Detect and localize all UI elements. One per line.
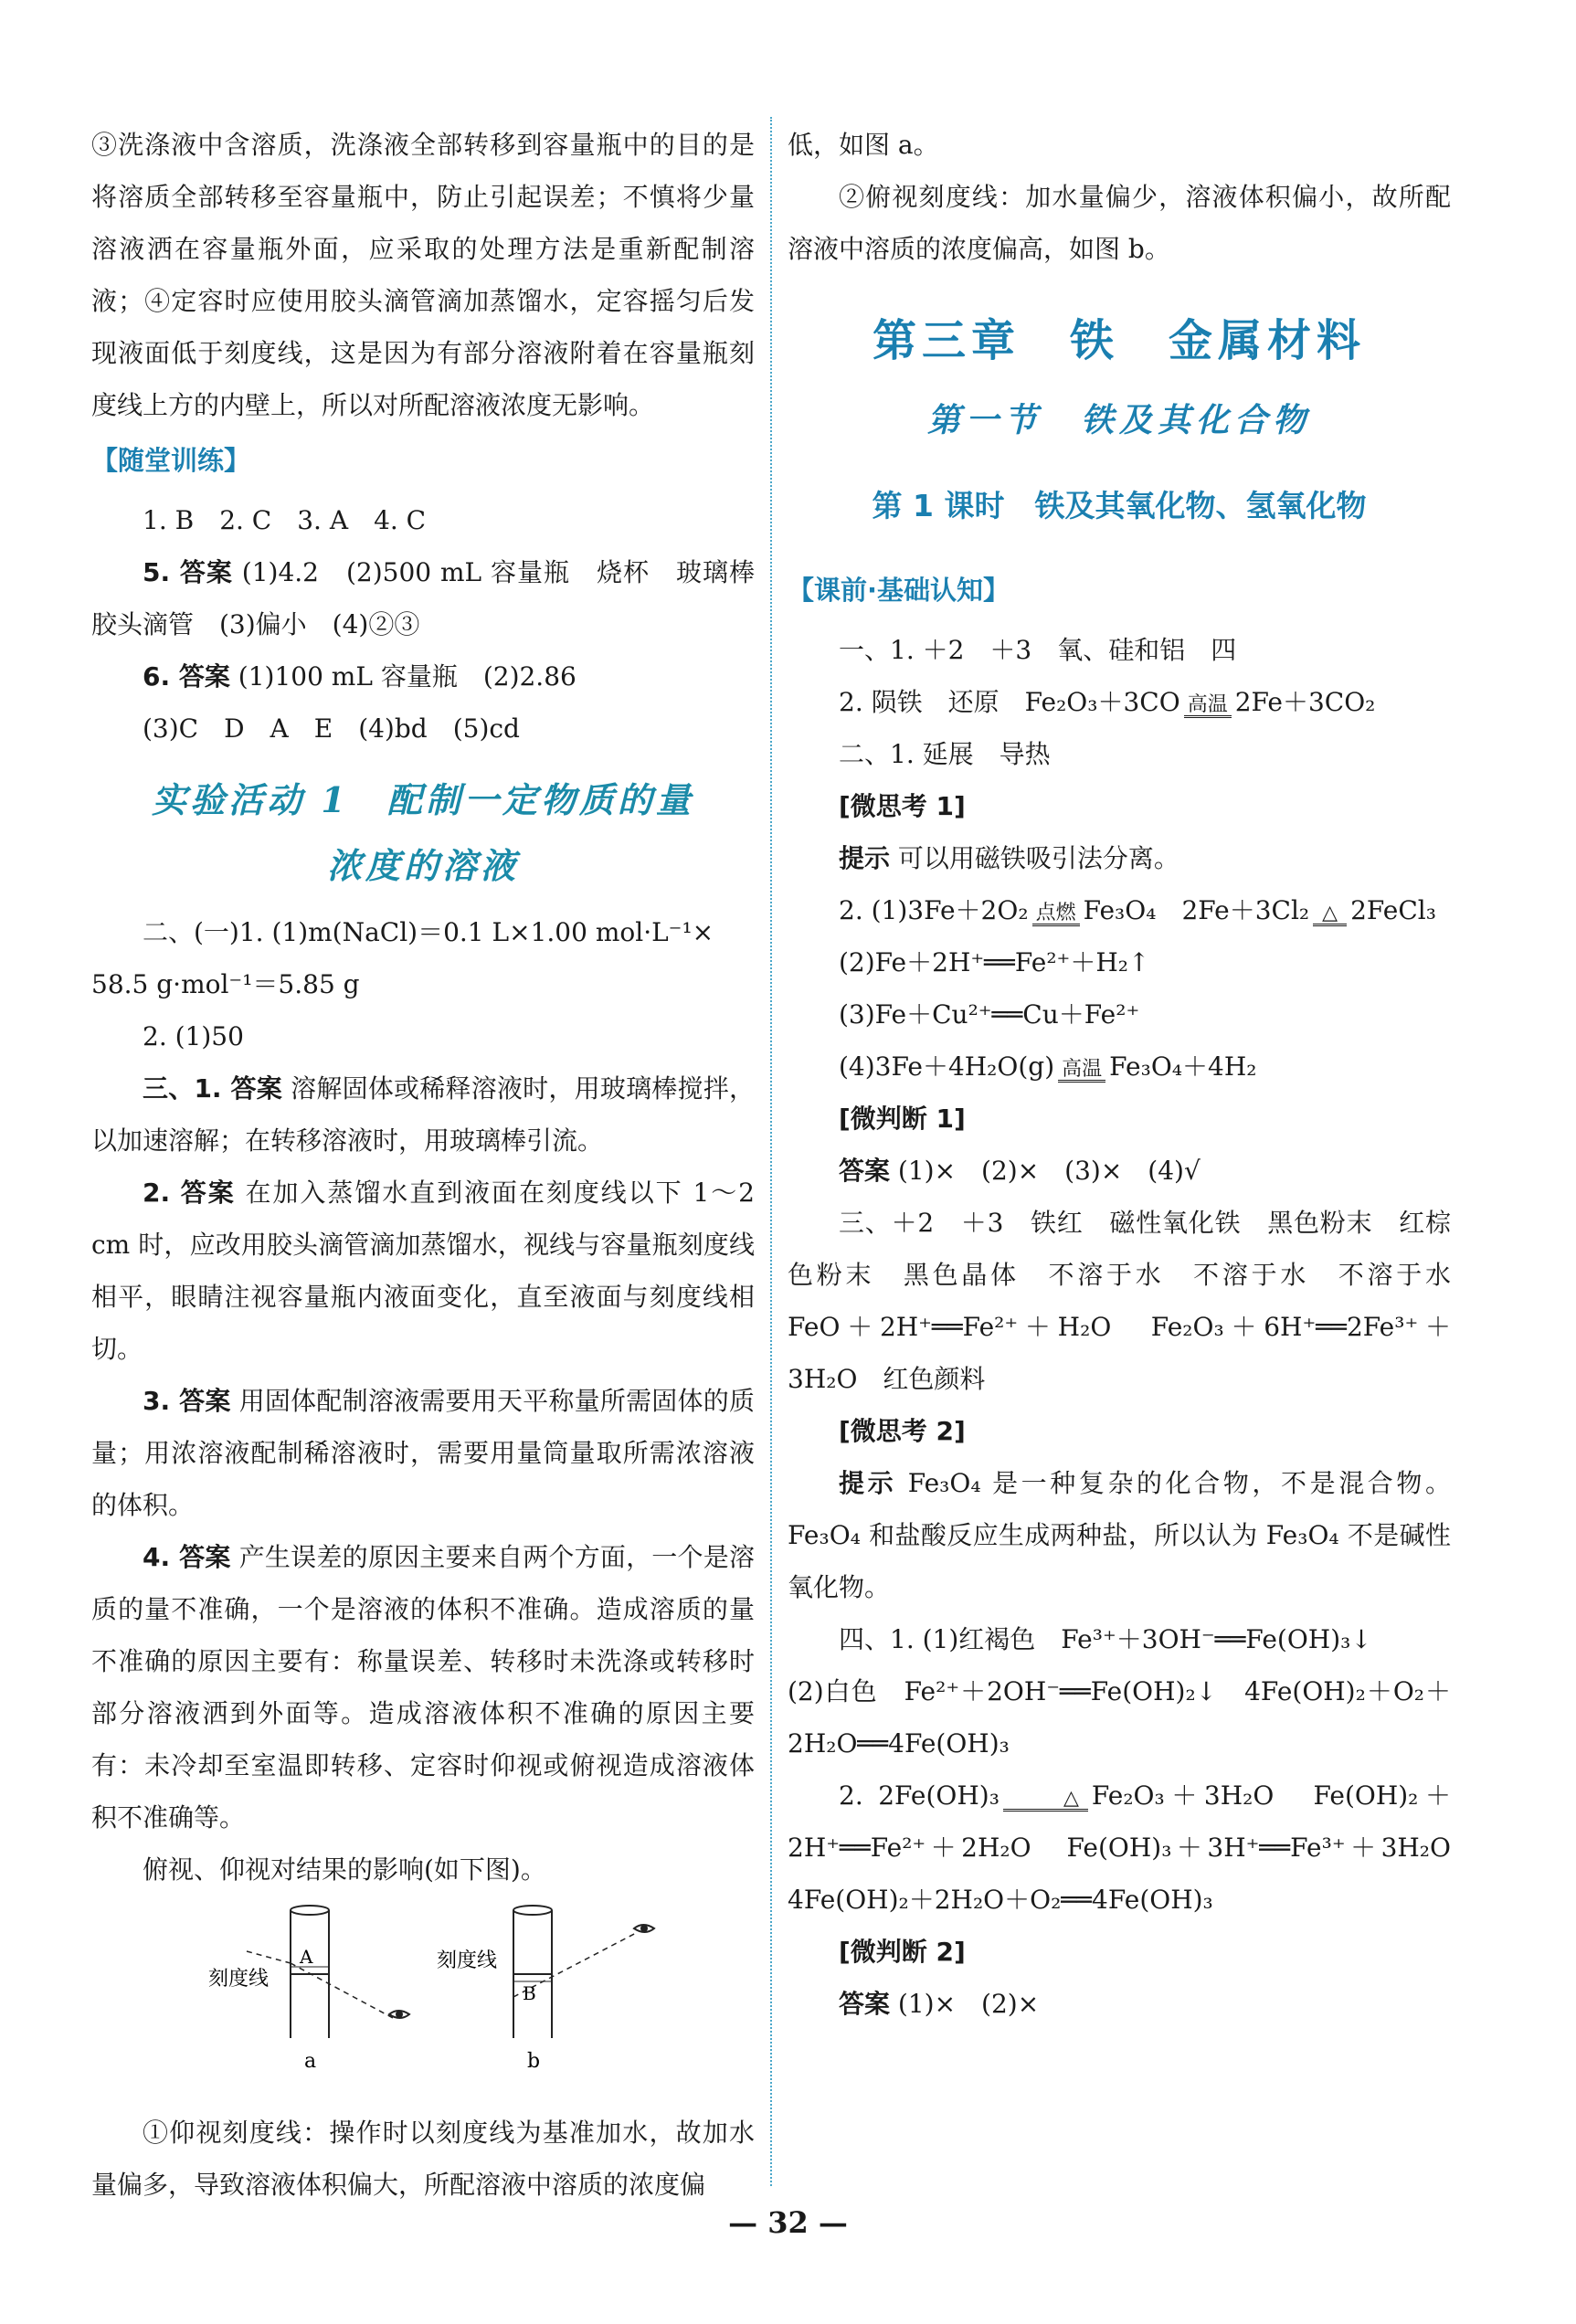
heat-icon: △ <box>1313 903 1347 926</box>
condition-mark <box>1029 903 1084 926</box>
answer-label: 4. 答案 <box>143 1542 231 1572</box>
condition-mark <box>1054 1060 1109 1083</box>
condition-mark <box>1309 903 1350 926</box>
equation-line <box>788 676 1451 728</box>
answer-line: 一、1. ＋2 ＋3 氧、硅和铝 四 <box>839 635 1237 665</box>
judge-label: [微判断 1] <box>839 1104 966 1134</box>
fig-b-tube-top <box>513 1906 552 1915</box>
volumetric-flask-figure <box>91 1901 755 2075</box>
paragraph: 低，如图 a。 <box>788 130 939 160</box>
eye-pupil-icon <box>640 1925 648 1932</box>
hint-line <box>788 1457 1451 1613</box>
page-number: — 32 — <box>728 2205 848 2240</box>
answer-text: (1)100 mL 容量瓶 (2)2.86 <box>238 661 576 692</box>
paragraph: ③洗涤液中含溶质，洗涤液全部转移到容量瓶中的目的是将溶质全部转移至容量瓶中，防止引起误差；不慎将少量溶液洒在容量瓶外面，应采取的处理方法是重新配制溶液；④定容时应使用胶头滴管滴加蒸馏水，定容摇匀后发现液面低于刻度线，这是因为有部分溶液附着在容量瓶刻度线上方的内壁上，所以对所配溶液浓度无影响。 <box>91 130 755 420</box>
answer-text: 溶解固体或稀释溶液时，用玻璃棒搅拌，以加速溶解；在转移溶液时，用玻璃棒引流。 <box>91 1073 755 1156</box>
eq-text: 2. 陨铁 还原 Fe₂O₃＋3CO <box>839 687 1180 717</box>
paragraph: ②俯视刻度线：加水量偏少，溶液体积偏小，故所配溶液中溶质的浓度偏高，如图 b。 <box>788 182 1451 264</box>
fig-a-line-label: 刻度线 <box>208 1968 270 1991</box>
fig-a-point: A <box>300 1946 313 1968</box>
calc-line: 二、(一)1. (1)m(NaCl)＝0.1 L×1.00 mol·L⁻¹× <box>143 917 714 947</box>
condition-text: 高温 <box>1184 695 1232 718</box>
activity-title <box>91 767 755 899</box>
answer-label: 2. 答案 <box>143 1178 236 1208</box>
answer-text: (1)4.2 (2)500 mL 容量瓶 烧杯 玻璃棒 胶头滴管 (3)偏小 (4)②③ <box>91 557 781 639</box>
answer-3-3 <box>91 1375 755 1531</box>
chapter-title: 第三章 铁 金属材料 <box>872 315 1366 366</box>
section-title: 第一节 铁及其化合物 <box>926 401 1311 439</box>
answer-3-4 <box>91 1531 755 1843</box>
section-tag-preclass: 【课前·基础认知】 <box>788 575 1010 606</box>
think-label: [微思考 2] <box>839 1416 966 1446</box>
eq-text: Fe₂O₃＋3H₂O Fe(OH)₂＋2H⁺══Fe²⁺＋2H₂O Fe(OH)₃＋3H⁺══Fe³⁺＋3H₂O 4Fe(OH)₂＋2H₂O＋O₂══4Fe(OH)₃ <box>788 1780 1477 1915</box>
eq-text: (4)3Fe＋4H₂O(g) <box>839 1051 1055 1082</box>
answer-3-1 <box>91 1062 755 1167</box>
activity-title-line2: 浓度的溶液 <box>326 845 519 886</box>
eq-text: Fe₃O₄ 2Fe＋3Cl₂ <box>1083 895 1310 925</box>
equation-line: (2)白色 Fe²⁺＋2OH⁻══Fe(OH)₂↓ 4Fe(OH)₂＋O₂＋2H₂O══4Fe(OH)₃ <box>788 1676 1451 1759</box>
condition-text: 高温 <box>1058 1060 1105 1083</box>
fig-a-sight-line <box>291 1963 393 2018</box>
equation-line: (2)Fe＋2H⁺══Fe²⁺＋H₂↑ <box>839 947 1150 977</box>
answer-label: 5. 答案 <box>143 557 233 587</box>
answer-label: 3. 答案 <box>143 1386 231 1416</box>
fig-a-tube-top <box>291 1906 329 1915</box>
hint-line <box>788 832 1451 884</box>
calc-line: 2. (1)50 <box>143 1021 244 1051</box>
heat-icon: △ <box>1003 1789 1088 1812</box>
answer-line: 二、1. 延展 导热 <box>839 739 1051 769</box>
judge-answer <box>788 1145 1451 1197</box>
answer-text: (1)× (2)× (3)× (4)√ <box>897 1156 1201 1186</box>
calc-line: 58.5 g·mol⁻¹＝5.85 g <box>91 969 360 999</box>
judge-label: [微判断 2] <box>839 1937 966 1967</box>
answer-text: 在加入蒸馏水直到液面在刻度线以下 1～2 cm 时，应改用胶头滴管滴加蒸馏水，视线与容量瓶刻度线相平，眼睛注视容量瓶内液面变化，直至液面与刻度线相切。 <box>91 1178 755 1364</box>
section-tag-practice: 【随堂训练】 <box>91 445 251 476</box>
eye-pupil-icon <box>396 2011 403 2018</box>
figure-intro: 俯视、仰视对结果的影响(如下图)。 <box>143 1854 546 1885</box>
answer-line: 1. B 2. C 3. A 4. C <box>143 505 427 535</box>
fig-a-sight-line-left <box>247 1951 291 1963</box>
hint-text: Fe₃O₄ 是一种复杂的化合物，不是混合物。Fe₃O₄ 和盐酸反应生成两种盐，所以认为 Fe₃O₄ 不是碱性氧化物。 <box>788 1468 1451 1602</box>
answer-6-cont: (3)C D A E (4)bd (5)cd <box>143 713 520 744</box>
answer-label: 6. 答案 <box>143 661 230 692</box>
hint-label: 提示 <box>839 1468 897 1498</box>
eq-text: 2FeCl₃ <box>1350 895 1436 925</box>
answer-text: 产生误差的原因主要来自两个方面，一个是溶质的量不准确，一个是溶液的体积不准确。造成溶质的量不准确的原因主要有：称量误差、转移时未洗涤或转移时部分溶液洒到外面等。造成溶液体积不准确的原因主要有：未冷却至室温即转移、定容时仰视或俯视造成溶液体积不准确等。 <box>91 1542 755 1833</box>
answer-text: 用固体配制溶液需要用天平称量所需固体的质量；用浓溶液配制稀溶液时，需要用量筒量取所需浓溶液的体积。 <box>91 1386 755 1520</box>
think-label: [微思考 1] <box>839 791 966 821</box>
paragraph: 三、＋2 ＋3 铁红 磁性氧化铁 黑色粉末 红棕色粉末 黑色晶体 不溶于水 不溶于水 不溶于水 FeO＋2H⁺══Fe²⁺＋H₂O Fe₂O₃＋6H⁺══2Fe³⁺＋3H₂O 红色颜料 <box>788 1208 1477 1394</box>
condition-text: 点燃 <box>1032 903 1080 926</box>
fig-b-line-label: 刻度线 <box>437 1949 498 1972</box>
hint-label: 提示 <box>839 843 891 873</box>
equation-line <box>788 1041 1451 1093</box>
fig-a-caption: a <box>304 2050 317 2073</box>
hint-text: 可以用磁铁吸引法分离。 <box>897 843 1179 873</box>
judge-answer <box>788 1978 1451 2030</box>
right-column <box>788 119 1477 2030</box>
answer-label: 答案 <box>839 1989 891 2019</box>
answer-text: (1)× (2)× <box>897 1989 1040 2019</box>
equation-line: (3)Fe＋Cu²⁺══Cu＋Fe²⁺ <box>839 999 1140 1030</box>
eq-text: 2. (1)3Fe＋2O₂ <box>839 895 1029 925</box>
eq-text: 2. 2Fe(OH)₃ <box>839 1780 1000 1811</box>
answer-label: 三、1. 答案 <box>143 1073 282 1104</box>
eq-text: Fe₃O₄＋4H₂ <box>1109 1051 1257 1082</box>
fig-b-point: B <box>523 1982 536 2004</box>
answer-3-2 <box>91 1167 755 1375</box>
equation-line <box>788 884 1451 936</box>
eq-text: 2Fe＋3CO₂ <box>1234 687 1376 717</box>
equation-line: 四、1. (1)红褐色 Fe³⁺＋3OH⁻══Fe(OH)₃↓ <box>839 1624 1372 1654</box>
fig-b-caption: b <box>527 2050 541 2073</box>
column-divider <box>770 117 772 2186</box>
figure-explain: ①仰视刻度线：操作时以刻度线为基准加水，故加水量偏多，导致溶液体积偏大，所配溶液中溶质的浓度偏 <box>91 2118 755 2200</box>
left-column <box>91 119 781 2211</box>
lesson-title: 第 1 课时 铁及其氧化物、氢氧化物 <box>872 488 1367 523</box>
equation-line <box>788 1769 1477 1926</box>
answer-label: 答案 <box>839 1156 891 1186</box>
condition-mark <box>1000 1789 1092 1812</box>
activity-title-line1: 实验活动 1 配制一定物质的量 <box>152 779 694 820</box>
answer-6 <box>91 650 755 702</box>
answer-5 <box>91 546 781 650</box>
condition-mark <box>1180 695 1235 718</box>
